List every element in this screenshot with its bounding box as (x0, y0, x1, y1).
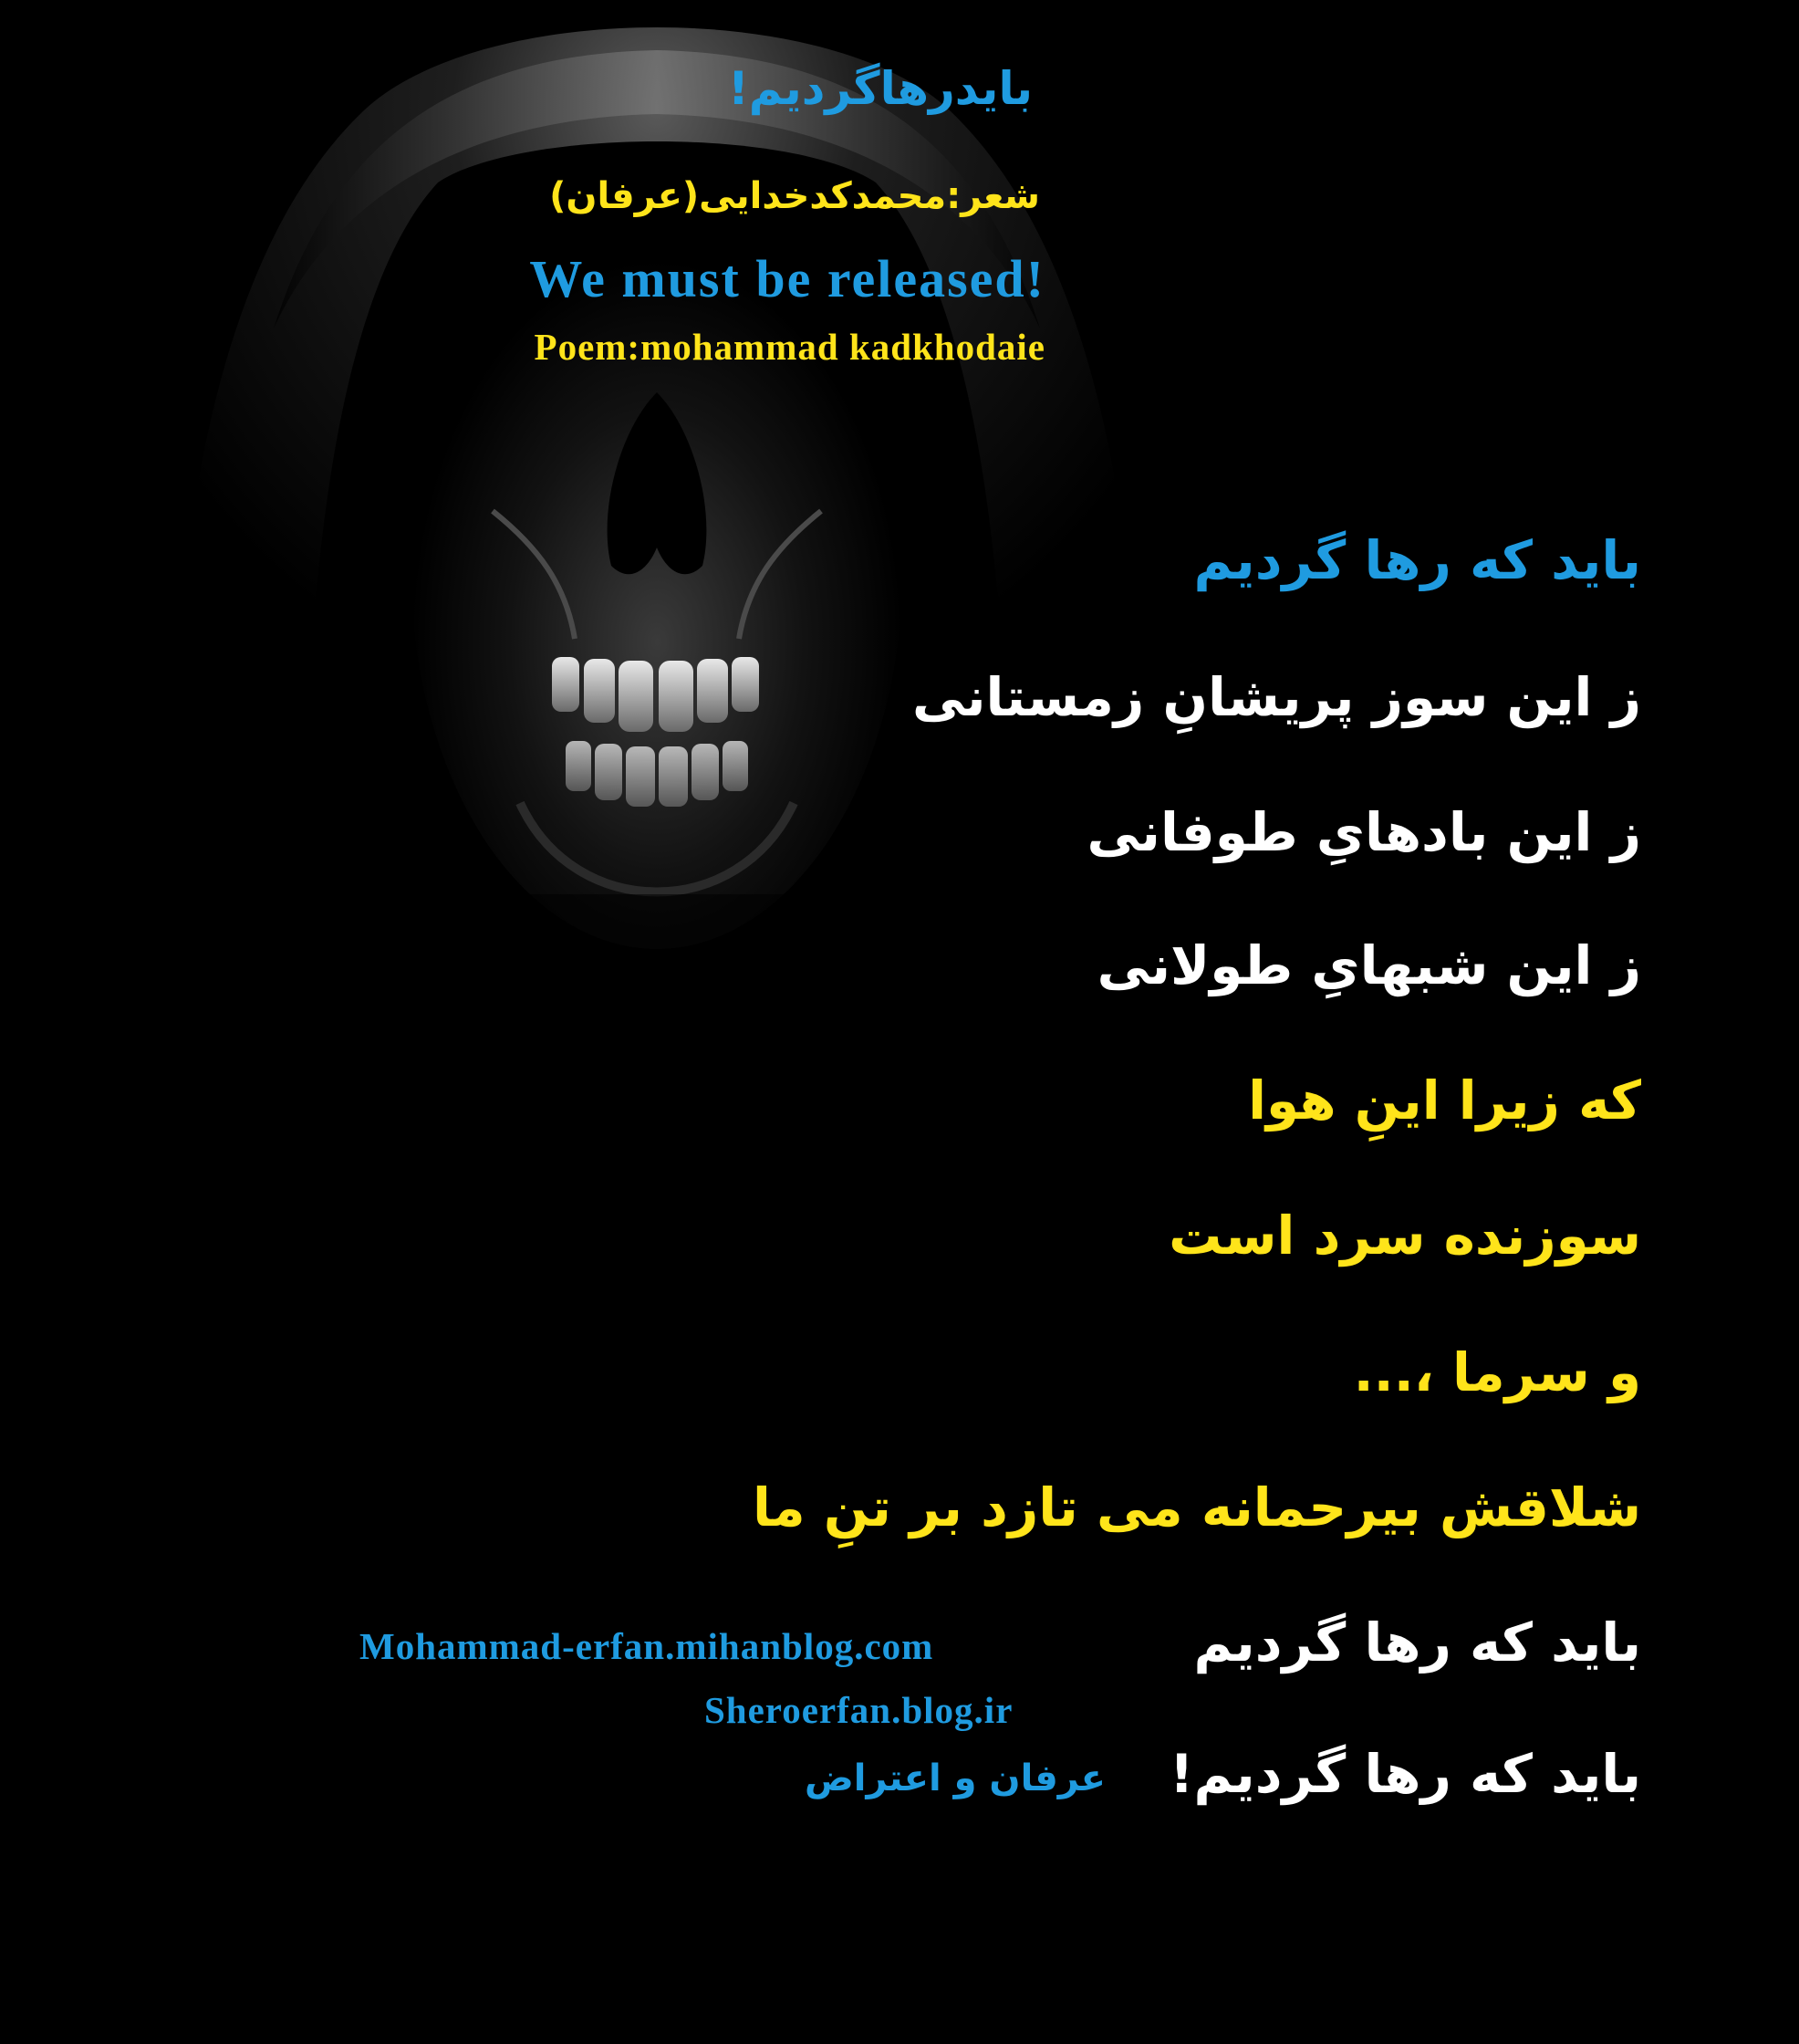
poem-author-english: Poem:mohammad kadkhodaie (534, 326, 1045, 368)
poem-line-9: باید که رها گردیم (1193, 1611, 1641, 1674)
poem-author-persian: شعر:محمدکدخدایی(عرفان) (549, 175, 1040, 217)
blog-label-persian: عرفان و اعتراض (804, 1757, 1106, 1799)
poem-line-1: باید که رها گردیم (1193, 529, 1641, 591)
poem-line-3: ز این بادهایِ طوفانی (1087, 801, 1641, 863)
poem-line-6: سوزنده سرد است (1169, 1204, 1641, 1267)
blog-url-blogir: Sheroerfan.blog.ir (704, 1689, 1014, 1731)
poem-line-8: شلاقش بیرحمانه می تازد بر تنِ ما (753, 1476, 1641, 1538)
blog-url-mihanblog: Mohammad-erfan.mihanblog.com (359, 1625, 934, 1667)
hooded-skull-artwork (137, 0, 1177, 1049)
poem-title-persian: بایدرهاگردیم! (727, 62, 1033, 115)
poem-line-10: باید که رها گردیم! (1170, 1743, 1641, 1805)
poem-title-english: We must be released! (529, 249, 1045, 308)
poem-line-5: که زیرا اینِ هوا (1248, 1069, 1641, 1132)
poem-line-2: ز این سوز پریشانِ زمستانی (912, 666, 1641, 728)
poem-line-4: ز این شبهایِ طولانی (1097, 934, 1641, 996)
poem-line-7: و سرما ،... (1353, 1341, 1641, 1403)
